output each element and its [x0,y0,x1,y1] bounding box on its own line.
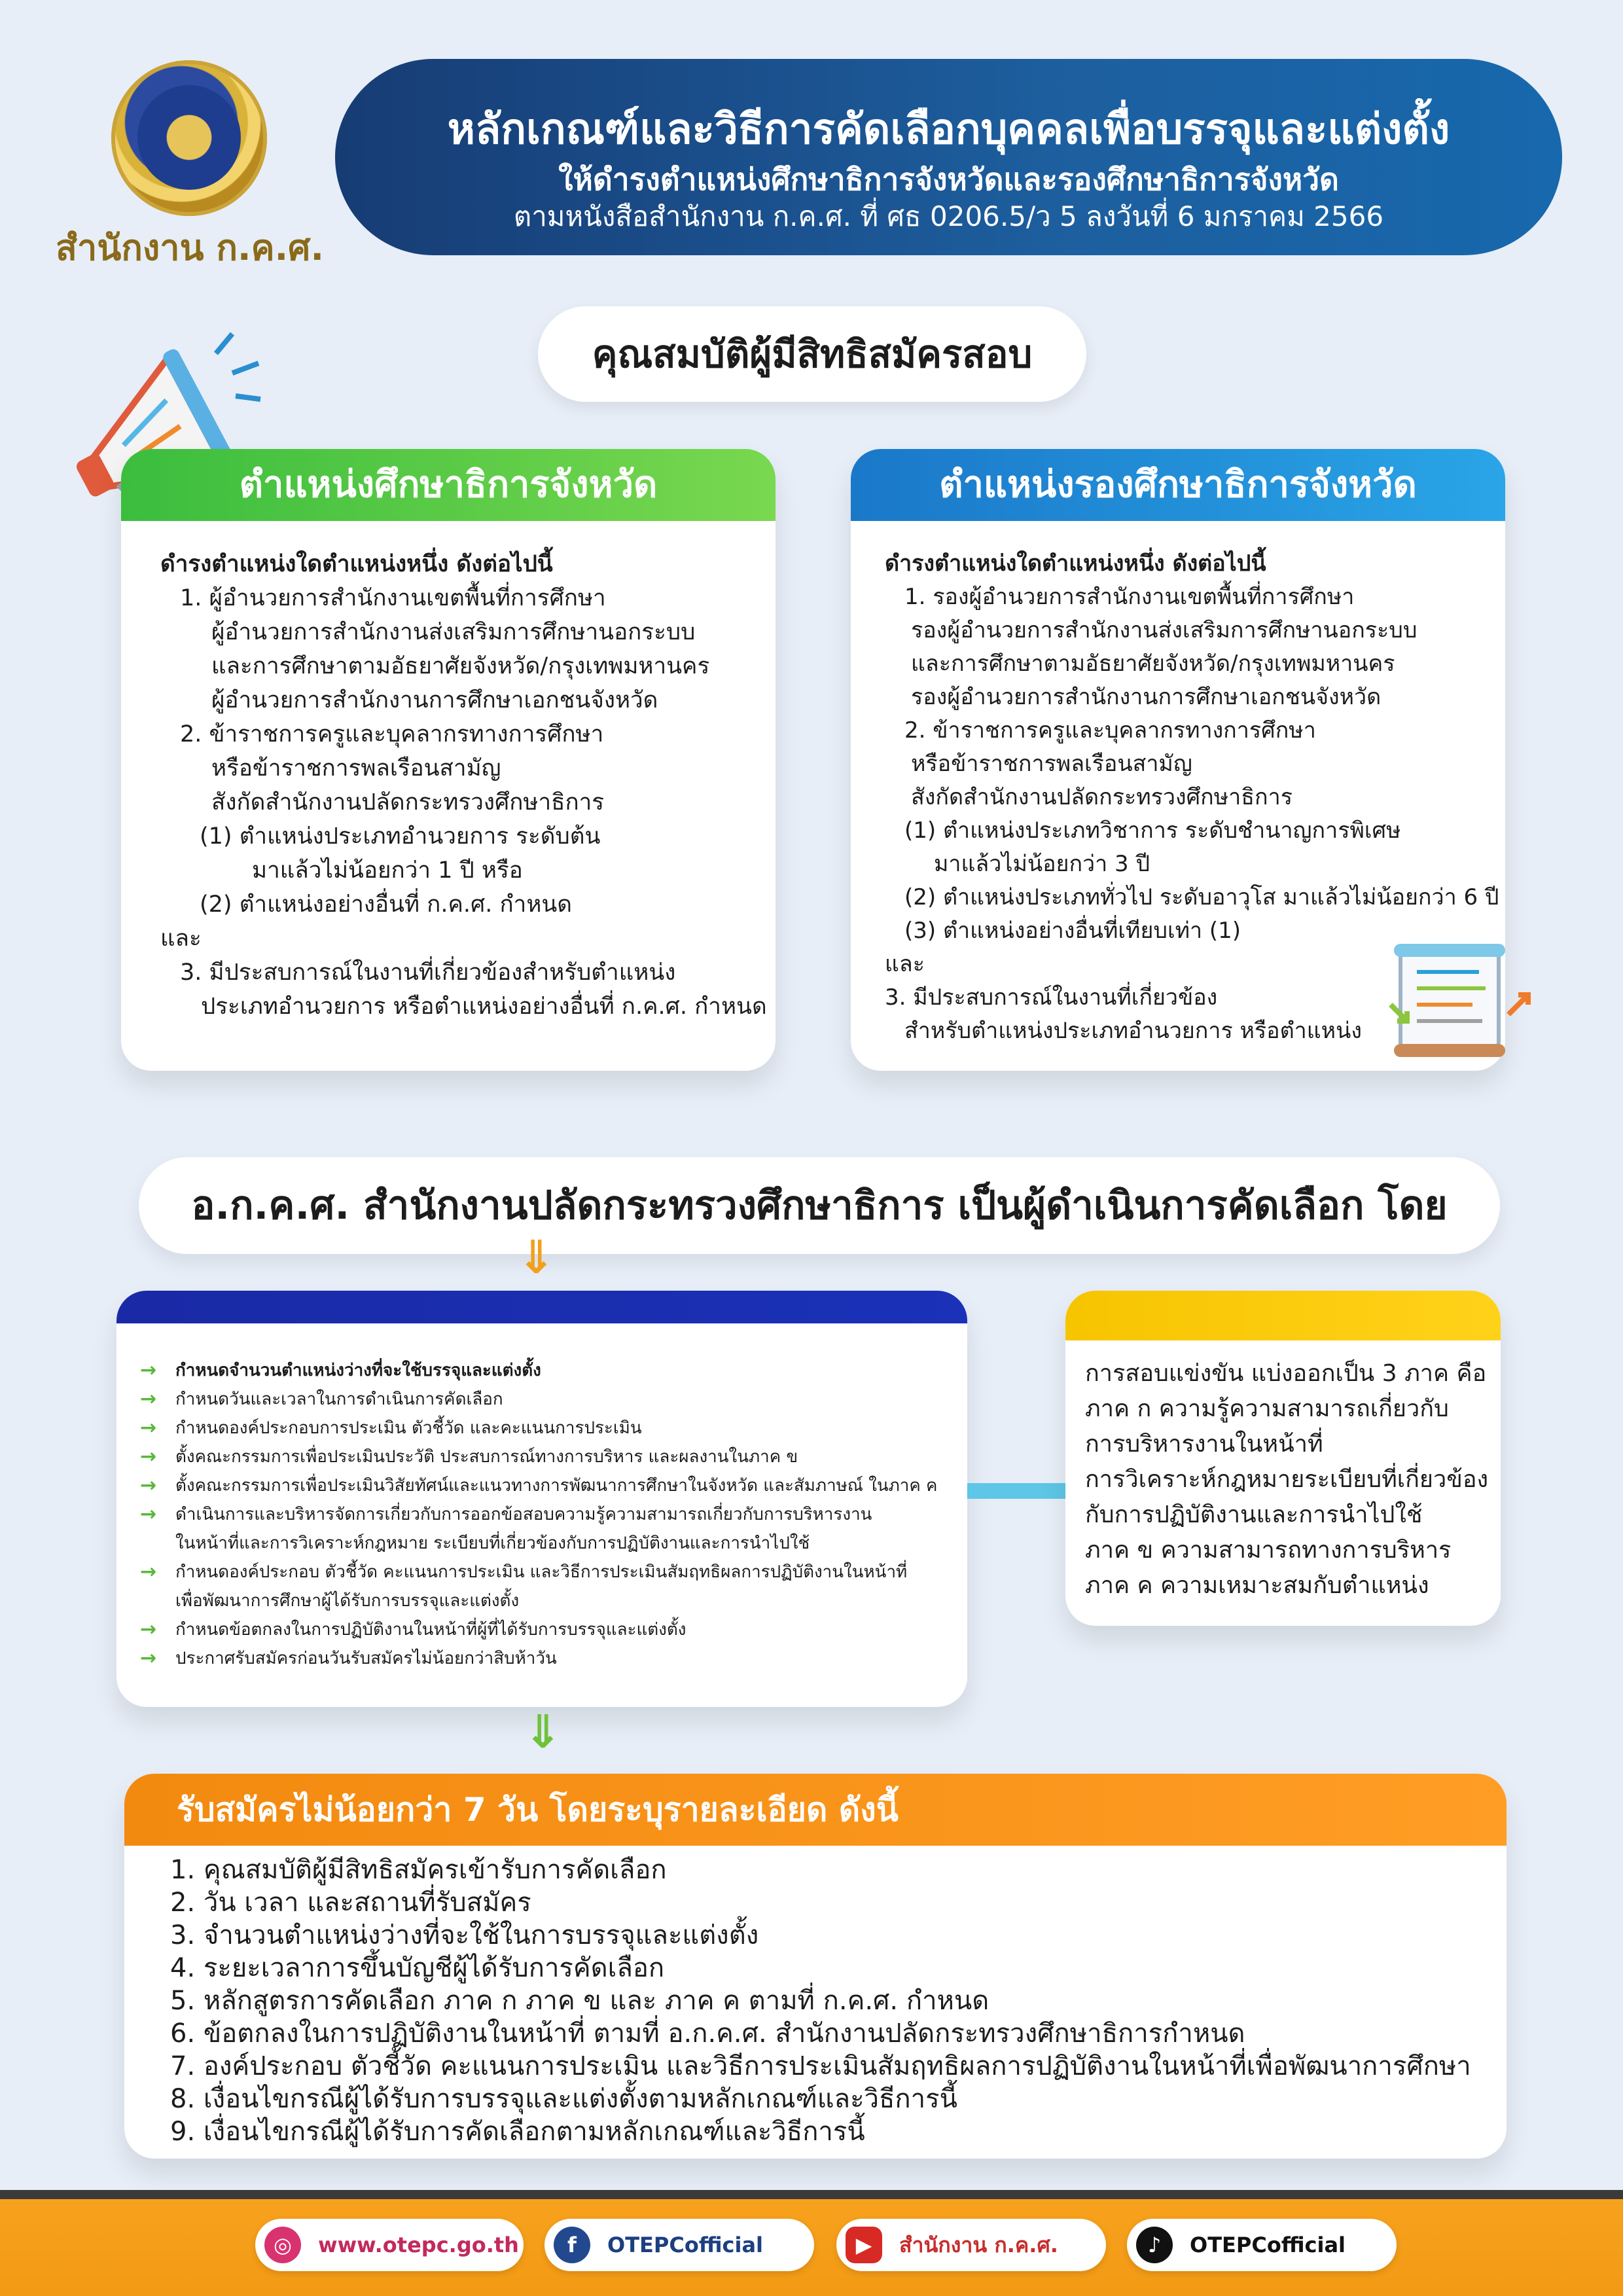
list-item-continuation: ในหน้าที่และการวิเคราะห์กฎหมาย ระเบียบที่เกี่ยวข้องกับการปฏิบัติงานและการนำไปใช้ [175,1534,810,1553]
card-line: 1. ผู้อำนวยการสำนักงานเขตพื้นที่การศึกษา [180,585,606,611]
facebook-icon: f [554,2227,590,2263]
youtube-label: สำนักงาน ก.ค.ศ. [899,2233,1058,2257]
exam-line: การสอบแข่งขัน แบ่งออกเป็น 3 ภาค คือ [1085,1360,1487,1387]
youtube-link[interactable] [836,2219,1106,2271]
office-name: สำนักงาน ก.ค.ศ. [56,227,324,268]
list-item: 2. วัน เวลา และสถานที่รับสมัคร [170,1888,531,1918]
title-banner [335,59,1562,255]
card-line: ประเภทอำนวยการ หรือตำแหน่งอย่างอื่นที่ ก.ค.ศ. กำหนด [201,994,767,1020]
qualification-heading: คุณสมบัติผู้มีสิทธิสมัครสอบ [538,306,1086,402]
down-arrow-icon: ⇓ [517,1230,556,1284]
exam-description [1085,1356,1491,1604]
arrow-right-icon: → [140,1618,157,1641]
card-lead: ดำรงตำแหน่งใดตำแหน่งหนึ่ง ดังต่อไปนี้ [885,550,1266,577]
card-line: และการศึกษาตามอัธยาศัยจังหวัด/กรุงเทพมหานคร [911,651,1395,677]
card-line: 1. รองผู้อำนวยการสำนักงานเขตพื้นที่การศึกษา [904,584,1355,610]
list-item: → ดำเนินการและบริหารจัดการเกี่ยวกับการออกข้อสอบความรู้ความสามารถเกี่ยวกับการบริหารงาน [130,1500,967,1529]
exam-line: การบริหารงานในหน้าที่ [1085,1431,1323,1458]
list-item: 3. จำนวนตำแหน่งว่างที่จะใช้ในการบรรจุและแต่งตั้ง [170,1920,759,1950]
application-title: รับสมัครไม่น้อยกว่า 7 วัน โดยระบุรายละเอียด ดังนี้ [124,1774,1507,1846]
list-item: → กำหนดข้อตกลงในการปฏิบัติงานในหน้าที่ผู้ที่ได้รับการบรรจุและแต่งตั้ง [130,1615,967,1644]
card-line: มาแล้วไม่น้อยกว่า 1 ปี หรือ [252,857,523,884]
committee-heading: อ.ก.ค.ศ. สำนักงานปลัดกระทรวงศึกษาธิการ เป็นผู้ดำเนินการคัดเลือก โดย [139,1157,1500,1254]
card-line: และ [885,951,925,977]
card-line: และ [160,925,202,952]
exam-parts-card [1065,1291,1501,1626]
list-item: → กำหนดองค์ประกอบ ตัวชี้วัด คะแนนการประเมิน และวิธีการประเมินสัมฤทธิผลการปฏิบัติงานในหน้าที่ [130,1558,967,1587]
list-item: → กำหนดจำนวนตำแหน่งว่างที่จะใช้บรรจุและแต่งตั้ง [130,1356,967,1385]
arrow-right-icon: → [140,1416,157,1439]
arrow-right-icon: → [140,1474,157,1497]
provincial-education-officer-card [121,449,776,1071]
list-item: 8. เงื่อนไขกรณีผู้ได้รับการบรรจุและแต่งตั้งตามหลักเกณฑ์และวิธีการนี้ [170,2084,957,2114]
card-title: ตำแหน่งรองศึกษาธิการจังหวัด [851,449,1505,521]
connector-line [967,1483,1065,1499]
list-item: 1. คุณสมบัติผู้มีสิทธิสมัครเข้ารับการคัดเลือก [170,1855,667,1885]
card-line: สังกัดสำนักงานปลัดกระทรวงศึกษาธิการ [911,784,1293,810]
globe-icon: ◎ [264,2227,301,2263]
card-line: หรือข้าราชการพลเรือนสามัญ [211,755,501,781]
list-item: → ตั้งคณะกรรมการเพื่อประเมินวิสัยทัศน์และแนวทางการพัฒนาการศึกษาในจังหวัด และสัมภาษณ์ ในภาค ค [130,1471,967,1500]
list-item: → ตั้งคณะกรรมการเพื่อประเมินประวัติ ประสบการณ์ทางการบริหาร และผลงานในภาค ข [130,1443,967,1471]
list-item: 9. เงื่อนไขกรณีผู้ได้รับการคัดเลือกตามหลักเกณฑ์และวิธีการนี้ [170,2117,865,2147]
tiktok-label: OTEPCofficial [1190,2233,1346,2257]
website-link[interactable] [255,2219,524,2271]
facebook-label: OTEPCofficial [607,2233,763,2257]
card-line: 3. มีประสบการณ์ในงานที่เกี่ยวข้อง [885,984,1218,1011]
page-subtitle: ให้ดำรงตำแหน่งศึกษาธิการจังหวัดและรองศึกษาธิการจังหวัด [558,162,1339,197]
exam-line: กับการปฏิบัติงานและการนำไปใช้ [1085,1501,1423,1528]
down-arrow-icon: ⇓ [524,1705,562,1759]
card-line: (3) ตำแหน่งอย่างอื่นที่เทียบเท่า (1) [904,918,1241,944]
list-item: 7. องค์ประกอบ ตัวชี้วัด คะแนนการประเมิน และวิธีการประเมินสัมฤทธิผลการปฏิบัติงานในหน้าที่เพื่อพัฒนาการศึกษา [170,2051,1471,2081]
tiktok-link[interactable] [1127,2219,1397,2271]
card-line: ผู้อำนวยการสำนักงานการศึกษาเอกชนจังหวัด [211,687,658,713]
list-item: 5. หลักสูตรการคัดเลือก ภาค ก ภาค ข และ ภาค ค ตามที่ ก.ค.ศ. กำหนด [170,1986,990,2016]
card-body [121,521,776,1024]
facebook-link[interactable] [544,2219,814,2271]
card-line: สังกัดสำนักงานปลัดกระทรวงศึกษาธิการ [211,789,605,816]
card-line: (1) ตำแหน่งประเภทวิชาการ ระดับชำนาญการพิเศษ [904,817,1401,844]
arrow-right-icon: → [140,1388,157,1410]
arrow-right-icon: → [140,1560,157,1583]
list-item: → ประกาศรับสมัครก่อนวันรับสมัครไม่น้อยกว่าสิบห้าวัน [130,1644,967,1673]
card-line: (1) ตำแหน่งประเภทอำนวยการ ระดับต้น [200,823,601,850]
footer-divider [0,2190,1623,2199]
document-scroll-icon [1387,942,1538,1060]
application-details-card [124,1774,1507,2159]
card-line: (2) ตำแหน่งอย่างอื่นที่ ก.ค.ศ. กำหนด [200,891,573,918]
card-line: 2. ข้าราชการครูและบุคลากรทางการศึกษา [180,721,604,747]
card-line: หรือข้าราชการพลเรือนสามัญ [911,751,1192,777]
steps-list [130,1356,967,1673]
list-item: → กำหนดวันและเวลาในการดำเนินการคัดเลือก [130,1385,967,1414]
arrow-right-icon: → [140,1503,157,1526]
selection-steps-card [116,1291,967,1707]
card-line: สำหรับตำแหน่งประเภทอำนวยการ หรือตำแหน่ง [904,1018,1362,1044]
reference-letter: ตามหนังสือสำนักงาน ก.ค.ศ. ที่ ศธ 0206.5/ว 5 ลงวันที่ 6 มกราคม 2566 [513,200,1384,232]
list-item: 4. ระยะเวลาการขึ้นบัญชีผู้ได้รับการคัดเลือก [170,1953,665,1983]
card-line: รองผู้อำนวยการสำนักงานการศึกษาเอกชนจังหวัด [911,684,1382,710]
arrow-right-icon: → [140,1359,157,1382]
website-label: www.otepc.go.th [318,2233,519,2257]
list-item: → กำหนดองค์ประกอบการประเมิน ตัวชี้วัด และคะแนนการประเมิน [130,1414,967,1443]
page-title: หลักเกณฑ์และวิธีการคัดเลือกบุคคลเพื่อบรรจุและแต่งตั้ง [447,105,1450,154]
exam-line: ภาค ข ความสามารถทางการบริหาร [1085,1537,1452,1564]
card-title: ตำแหน่งศึกษาธิการจังหวัด [121,449,776,521]
exam-card-header [1065,1291,1501,1340]
steps-card-header [116,1291,967,1323]
tiktok-icon: ♪ [1136,2227,1173,2263]
exam-line: ภาค ค ความเหมาะสมกับตำแหน่ง [1085,1572,1429,1599]
list-item: 6. ข้อตกลงในการปฏิบัติงานในหน้าที่ ตามที่ อ.ก.ค.ศ. สำนักงานปลัดกระทรวงศึกษาธิการกำหนด [170,2018,1245,2049]
card-line: 3. มีประสบการณ์ในงานที่เกี่ยวข้องสำหรับตำแหน่ง [180,960,676,986]
youtube-icon: ▶ [846,2227,882,2263]
card-line: (2) ตำแหน่งประเภททั่วไป ระดับอาวุโส มาแล้วไม่น้อยกว่า 6 ปี [904,884,1499,910]
card-line: 2. ข้าราชการครูและบุคลากรทางการศึกษา [904,717,1316,744]
exam-line: การวิเคราะห์กฎหมายระเบียบที่เกี่ยวข้อง [1085,1466,1489,1493]
card-line: และการศึกษาตามอัธยาศัยจังหวัด/กรุงเทพมหานคร [211,653,710,679]
arrow-right-icon: → [140,1647,157,1670]
logo-emblem [137,85,241,190]
exam-line: ภาค ก ความรู้ความสามารถเกี่ยวกับ [1085,1395,1449,1422]
card-lead: ดำรงตำแหน่งใดตำแหน่งหนึ่ง ดังต่อไปนี้ [160,551,553,577]
card-line: ผู้อำนวยการสำนักงานส่งเสริมการศึกษานอกระบบ [211,619,696,645]
arrow-right-icon: → [140,1445,157,1468]
application-list [170,1854,1505,2148]
list-item-continuation: เพื่อพัฒนาการศึกษาผู้ได้รับการบรรจุและแต่งตั้ง [175,1591,520,1611]
card-line: มาแล้วไม่น้อยกว่า 3 ปี [934,851,1150,877]
card-line: รองผู้อำนวยการสำนักงานส่งเสริมการศึกษานอกระบบ [911,617,1418,643]
